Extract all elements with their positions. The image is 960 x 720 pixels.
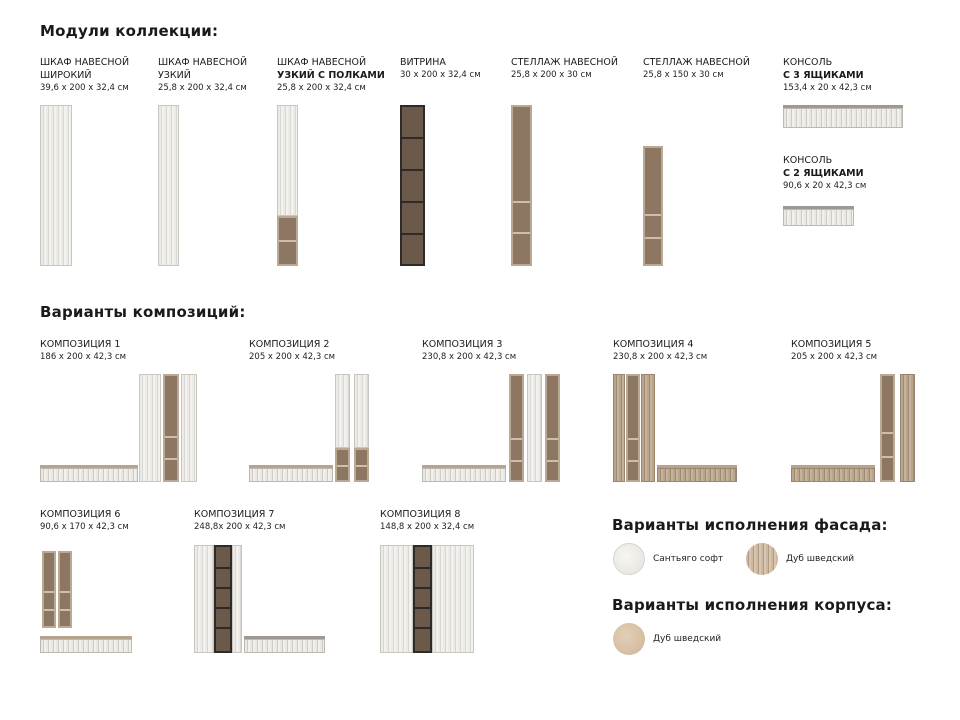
module-name: ШКАФ НАВЕСНОЙ [158, 57, 248, 68]
module-narrow-shelves-caption [277, 56, 385, 95]
module-showcase-caption [400, 56, 481, 82]
module-dimensions: 30 x 200 x 32,4 см [400, 70, 481, 80]
composition-5-caption [791, 338, 877, 364]
swatch-circle [613, 543, 645, 575]
composition-2-caption [249, 338, 335, 364]
module-name: СТЕЛЛАЖ НАВЕСНОЙ [511, 57, 619, 68]
module-dimensions: 25,8 x 200 x 30 см [511, 70, 592, 80]
composition-3-image [422, 374, 562, 484]
swatch-label: Дуб шведский [653, 634, 722, 644]
composition-1-image [40, 374, 198, 484]
module-name: УЗКИЙ С ПОЛКАМИ [277, 70, 385, 81]
module-dimensions: 25,8 x 200 x 32,4 см [277, 83, 366, 93]
module-rack-200-image [511, 105, 532, 266]
facade-option-santiago [613, 543, 763, 577]
module-rack-150-image [643, 146, 663, 266]
modules-section-title: Модули коллекции: [40, 22, 219, 40]
composition-dimensions: 230,8 x 200 x 42,3 см [613, 352, 708, 362]
module-rack-150-caption [643, 56, 750, 82]
module-dimensions: 39,6 x 200 x 32,4 см [40, 83, 129, 93]
composition-dimensions: 90,6 x 170 x 42,3 см [40, 522, 129, 532]
module-name: УЗКИЙ [158, 70, 191, 81]
swatch-circle [613, 623, 645, 655]
module-console-3-caption [783, 56, 872, 95]
module-rack-200-caption [511, 56, 618, 82]
composition-2-image [249, 374, 371, 484]
swatch-label: Сантьяго софт [653, 554, 724, 564]
composition-6-image [40, 551, 134, 655]
module-name: ШИРОКИЙ [40, 70, 92, 81]
swatch-label: Дуб шведский [786, 554, 855, 564]
module-name: ШКАФ НАВЕСНОЙ [40, 57, 130, 68]
module-name: С 3 ЯЩИКАМИ [783, 70, 864, 81]
module-dimensions: 25,8 x 150 x 30 см [643, 70, 724, 80]
module-dimensions: 25,8 x 200 x 32,4 см [158, 83, 247, 93]
swatch-circle [746, 543, 778, 575]
module-showcase-image [400, 105, 425, 266]
composition-name: КОМПОЗИЦИЯ 3 [422, 339, 503, 350]
module-console-3-image [783, 105, 903, 128]
module-narrow-cabinet-caption [158, 56, 247, 95]
composition-5-image [791, 374, 917, 484]
body-section-title: Варианты исполнения корпуса: [612, 596, 893, 614]
composition-name: КОМПОЗИЦИЯ 5 [791, 339, 872, 350]
composition-name: КОМПОЗИЦИЯ 4 [613, 339, 694, 350]
module-narrow-cabinet-image [158, 105, 179, 266]
module-console-2-image [783, 206, 854, 226]
composition-1-caption [40, 338, 126, 364]
module-name: ВИТРИНА [400, 57, 446, 68]
module-dimensions: 153,4 x 20 x 42,3 см [783, 83, 872, 93]
composition-3-caption [422, 338, 516, 364]
composition-dimensions: 205 x 200 x 42,3 см [791, 352, 878, 362]
module-name: СТЕЛЛАЖ НАВЕСНОЙ [643, 57, 751, 68]
composition-name: КОМПОЗИЦИЯ 6 [40, 509, 121, 520]
module-name: КОНСОЛЬ [783, 57, 833, 68]
composition-7-image [194, 545, 327, 655]
composition-name: КОМПОЗИЦИЯ 1 [40, 339, 121, 350]
module-dimensions: 90,6 x 20 x 42,3 см [783, 181, 867, 191]
body-option-oak [613, 623, 763, 657]
module-name: КОНСОЛЬ [783, 155, 833, 166]
facade-option-oak [746, 543, 896, 577]
composition-dimensions: 230,8 x 200 x 42,3 см [422, 352, 517, 362]
module-wide-cabinet-caption [40, 56, 129, 95]
module-name: С 2 ЯЩИКАМИ [783, 168, 864, 179]
composition-8-caption [380, 508, 474, 534]
composition-8-image [380, 545, 476, 655]
composition-4-image [613, 374, 739, 484]
composition-7-caption [194, 508, 285, 534]
module-console-2-caption [783, 154, 866, 193]
composition-4-caption [613, 338, 707, 364]
composition-name: КОМПОЗИЦИЯ 2 [249, 339, 330, 350]
composition-dimensions: 205 x 200 x 42,3 см [249, 352, 336, 362]
compositions-section-title: Варианты композиций: [40, 303, 246, 321]
composition-dimensions: 186 x 200 x 42,3 см [40, 352, 127, 362]
facade-section-title: Варианты исполнения фасада: [612, 516, 888, 534]
composition-6-caption [40, 508, 129, 534]
module-narrow-shelves-image [277, 105, 298, 266]
module-name: ШКАФ НАВЕСНОЙ [277, 57, 367, 68]
module-wide-cabinet-image [40, 105, 72, 266]
composition-dimensions: 148,8 x 200 x 32,4 см [380, 522, 475, 532]
composition-name: КОМПОЗИЦИЯ 7 [194, 509, 275, 520]
composition-name: КОМПОЗИЦИЯ 8 [380, 509, 461, 520]
composition-dimensions: 248,8x 200 x 42,3 см [194, 522, 286, 532]
